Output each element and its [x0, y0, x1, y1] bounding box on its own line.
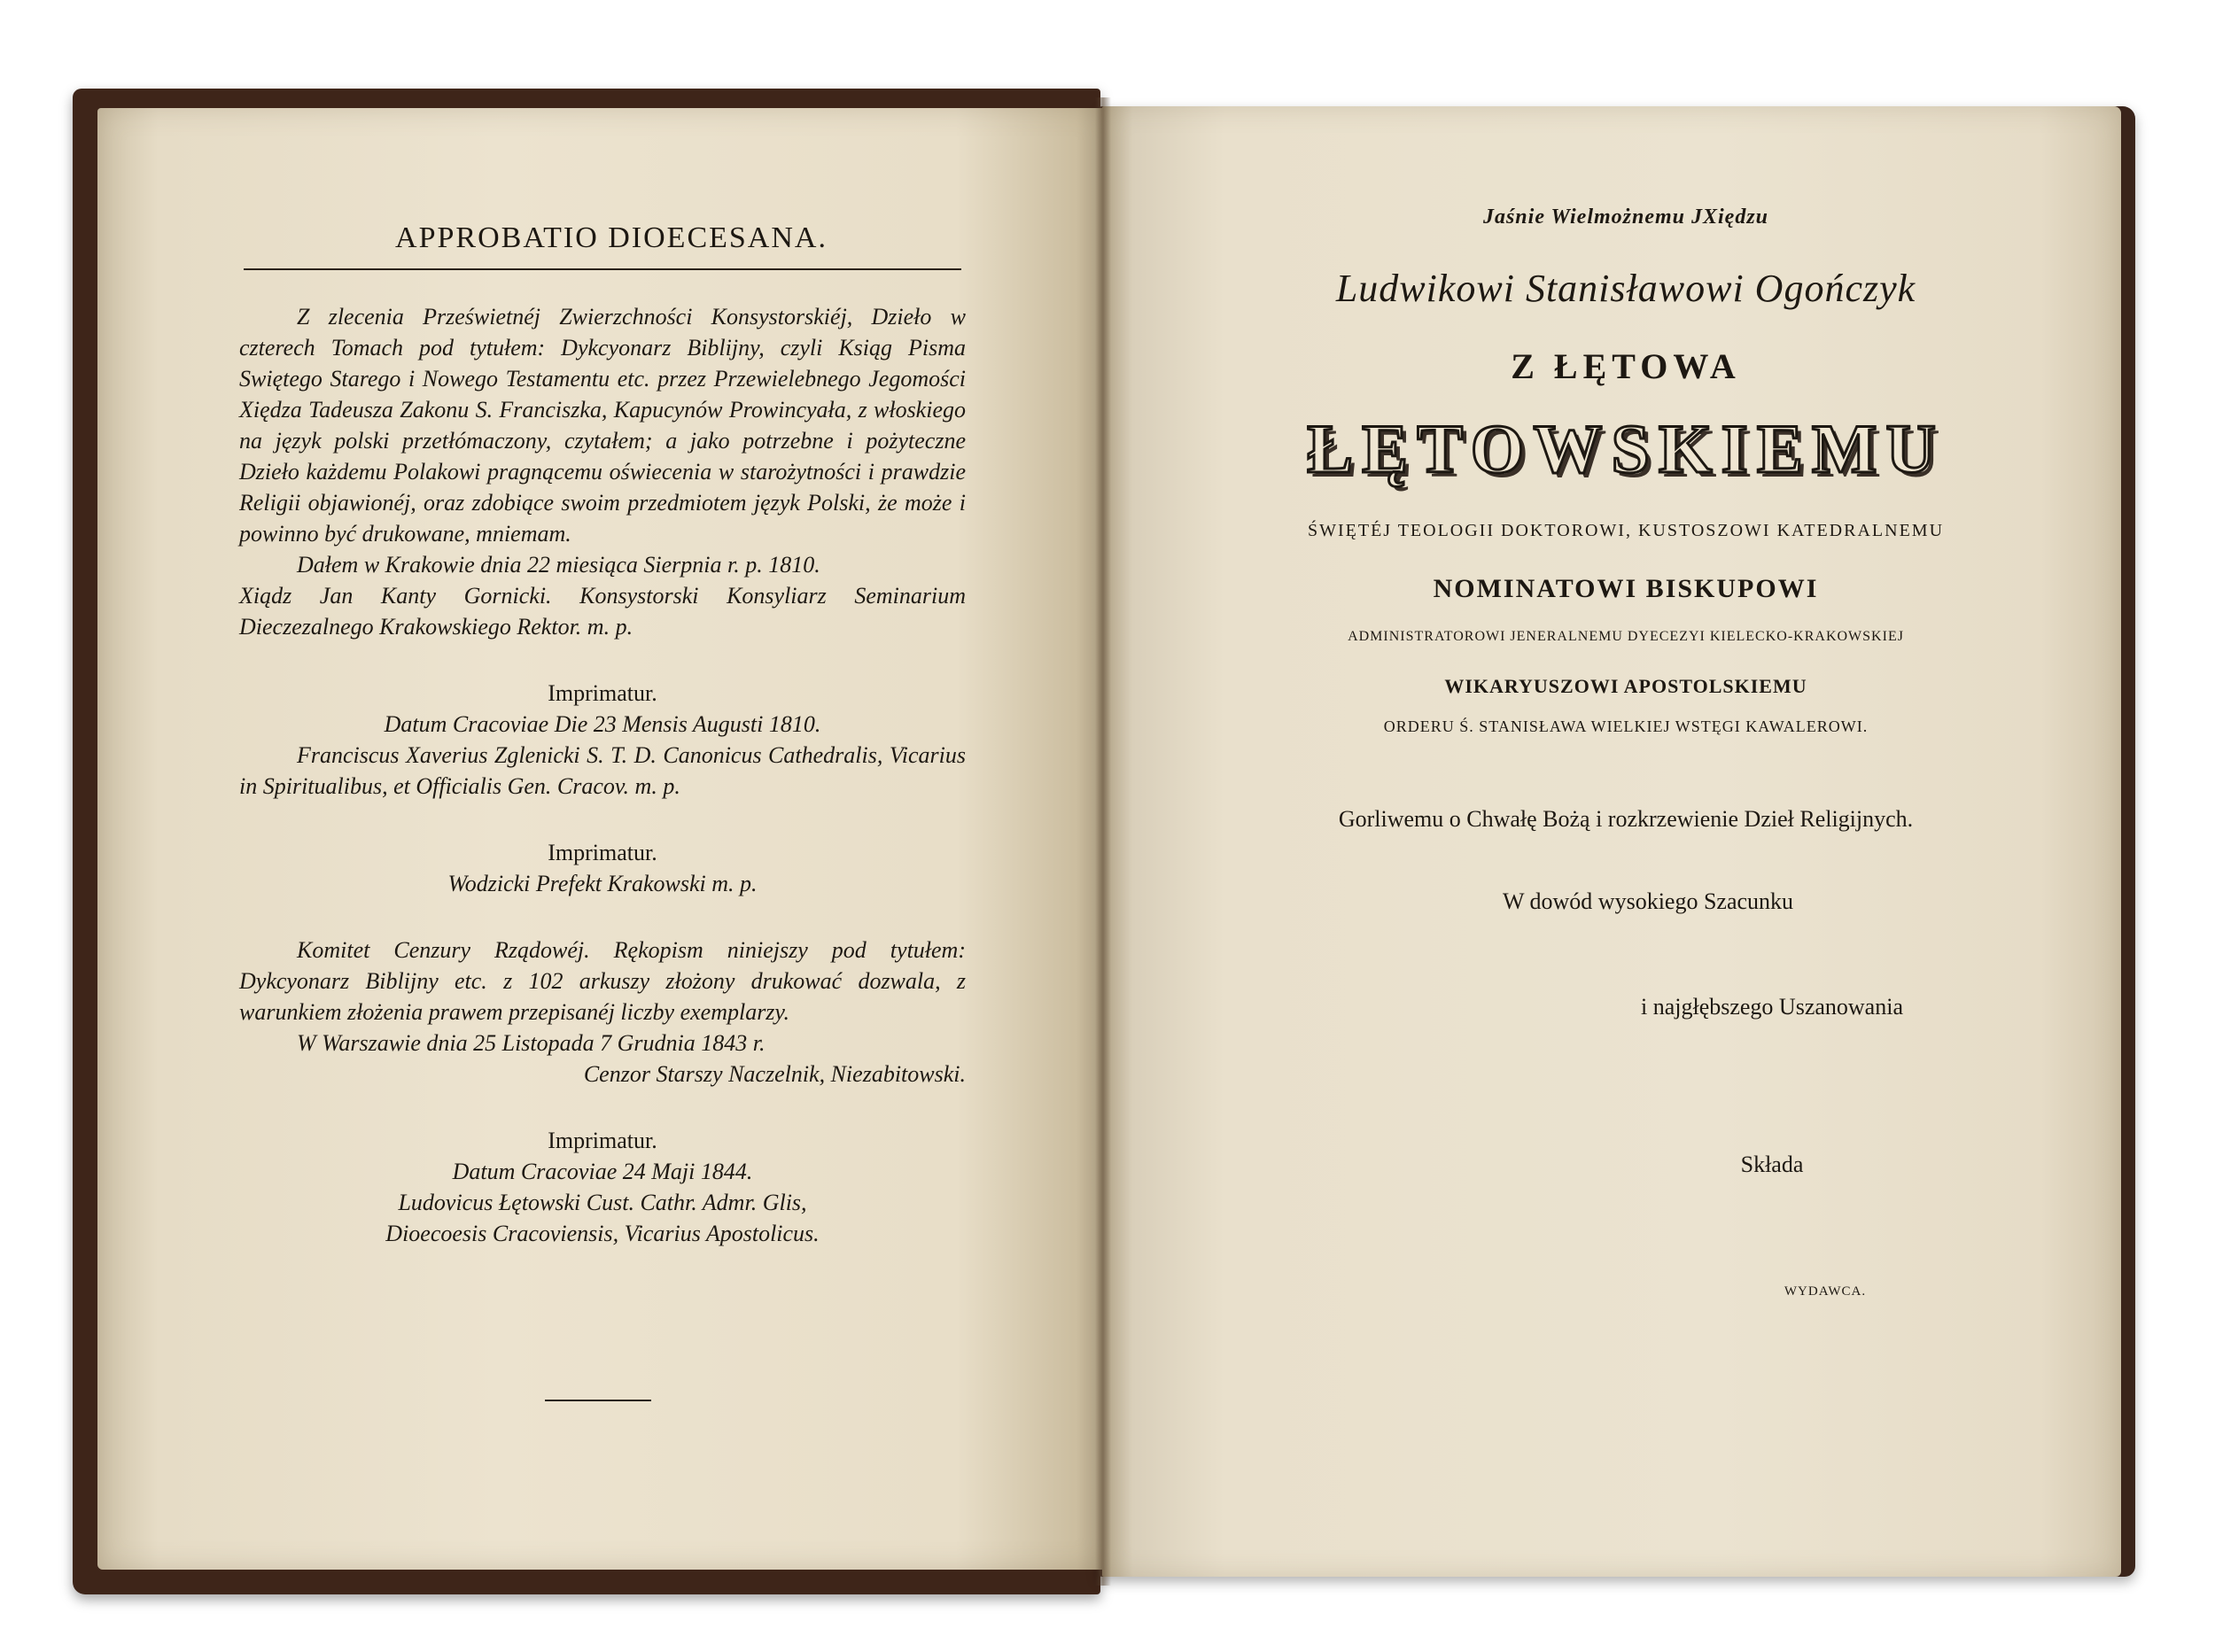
approbation-date: Dałem w Krakowie dnia 22 miesiąca Sierpnia r. p. 1810. — [297, 552, 820, 578]
dedication-line: Jaśnie Wielmożnemu JXiędzu — [1482, 206, 1769, 229]
gorliwemu-line: Gorliwemu o Chwałę Bożą i rozkrzewienie Dzieł Religijnych. — [1338, 806, 1914, 832]
title-line-order: ORDERU Ś. STANISŁAWA WIELKIEJ WSTĘGI KAWALEROWI. — [1383, 717, 1869, 735]
censorship-paragraph: Komitet Cenzury Rządowéj. Rękopism niniejszy pod tytułem: Dykcyonarz Biblijny etc. z 102 arkuszy złożony drukować dozwala, z warunkiem złożenia prawem przepisanéj liczby exemplarzy. — [239, 937, 966, 1025]
censorship-signature: Cenzor Starszy Naczelnik, Niezabitowski. — [583, 1061, 966, 1087]
z-letowa-heading: Z ŁĘTOWA — [1511, 346, 1741, 386]
imprimatur-signature-3b: Dioecoesis Cracoviensis, Vicarius Apostolicus. — [385, 1221, 820, 1246]
title-line-nominatowi: NOMINATOWI BISKUPOWI — [1433, 574, 1819, 603]
censorship-date: W Warszawie dnia 25 Listopada 7 Grudnia 1843 r. — [297, 1030, 766, 1056]
sklada-line: Składa — [1740, 1152, 1804, 1177]
imprimatur-date-1: Datum Cracoviae Die 23 Mensis Augusti 1810. — [384, 711, 821, 737]
title-line-doctor: ŚWIĘTÉJ TEOLOGII DOKTOROWI, KUSTOSZOWI KATEDRALNEMU — [1307, 521, 1945, 540]
imprimatur-heading-3: Imprimatur. — [548, 1128, 657, 1153]
uszanowania-line: i najgłębszego Uszanowania — [1640, 994, 1903, 1020]
approbatio-title: APPROBATIO DIOECESANA. — [395, 221, 828, 254]
imprimatur-signature-1: Franciscus Xaverius Zglenicki S. T. D. Canonicus Cathedralis, Vicarius in Spiritualibus, et Officialis Gen. Cracov. m. p. — [239, 742, 966, 799]
imprimatur-signature-3a: Ludovicus Łętowski Cust. Cathr. Admr. Glis, — [398, 1190, 807, 1215]
right-page — [1102, 106, 2121, 1577]
approbation-signature: Xiądz Jan Kanty Gornicki. Konsystorski Konsyliarz Seminarium Dieczezalnego Krakowskiego Rektor. m. p. — [239, 583, 966, 640]
title-line-wikaryusz: WIKARYUSZOWI APOSTOLSKIEMU — [1444, 675, 1807, 697]
title-line-administrator: ADMINISTRATOROWI JENERALNEMU DYECEZYI KIELECKO-KRAKOWSKIEJ — [1348, 629, 1904, 644]
wydawca-line: WYDAWCA. — [1784, 1284, 1867, 1299]
approbation-paragraph: Z zlecenia Prześwietnéj Zwierzchności Konsystorskiéj, Dzieło w czterech Tomach pod tytułem: Dykcyonarz Biblijny, czyli Ksiąg Pisma Swiętego Starego i Nowego Testamentu etc. przez Przewielebnego Jegomości Xiędza Tadeusza Zakonu S. Franciszka, Kapucynów Prowincyała, z włoskiego na język polski przetłómaczony, czytałem; a jako potrzebne i pożyteczne Dzieło każdemu Polakowi pragnącemu oświecenia w starożytności i prawdzie Religii objawionéj, oraz zdobiące swoim przedmiotem język Polski, że może i powinno być drukowane, mniemam. — [239, 304, 966, 547]
imprimatur-signature-2: Wodzicki Prefekt Krakowski m. p. — [447, 871, 758, 896]
w-dowod-line: W dowód wysokiego Szacunku — [1502, 888, 1794, 914]
imprimatur-heading-1: Imprimatur. — [548, 680, 657, 706]
title-rule — [244, 268, 961, 270]
surname-heading: ŁĘTOWSKIEMU — [1307, 410, 1945, 487]
end-rule — [545, 1400, 651, 1401]
book-gutter — [1095, 97, 1111, 1586]
imprimatur-heading-2: Imprimatur. — [548, 840, 657, 865]
imprimatur-date-3: Datum Cracoviae 24 Maji 1844. — [452, 1159, 753, 1184]
dedicatee-name: Ludwikowi Stanisławowi Ogończyk — [1335, 267, 1916, 310]
left-page-body — [239, 301, 966, 1249]
